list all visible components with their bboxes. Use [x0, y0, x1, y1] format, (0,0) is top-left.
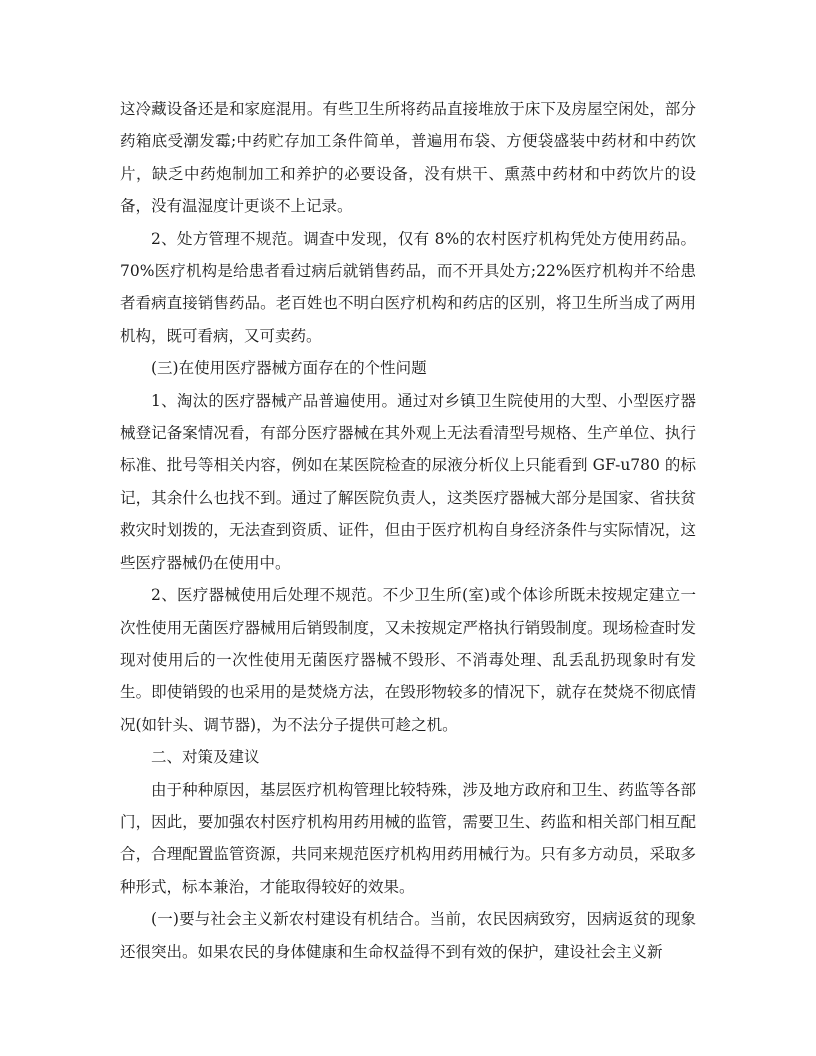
section-heading-countermeasures: 二、对策及建议	[151, 748, 260, 767]
document-body	[120, 93, 696, 968]
section-heading-medical-devices: (三)在使用医疗器械方面存在的个性问题	[151, 359, 427, 378]
paragraph-device-disposal: 2、医疗器械使用后处理不规范。不少卫生所(室)或个体诊所既未按规定建立一次性使用无菌医疗器械用后销毁制度，又未按规定严格执行销毁制度。现场检查时发现对使用后的一次性使用无菌医疗器械不毁形、不消毒处理、乱丢乱扔现象时有发生。即使销毁的也采用的是焚烧方法，在毁形物较多的情况下，就存在焚烧不彻底情况(如针头、调节器)，为不法分子提供可趁之机。	[120, 586, 696, 734]
paragraph-storage-continuation: 这冷藏设备还是和家庭混用。有些卫生所将药品直接堆放于床下及房屋空闲处，部分药箱底受潮发霉;中药贮存加工条件简单，普遍用布袋、方便袋盛装中药材和中药饮片，缺乏中药炮制加工和养护的必要设备，没有烘干、熏蒸中药材和中药饮片的设备，没有温湿度计更谈不上记录。	[120, 100, 696, 216]
paragraph-countermeasures-intro: 由于种种原因，基层医疗机构管理比较特殊，涉及地方政府和卫生、药监等各部门，因此，要加强农村医疗机构用药用械的监管，需要卫生、药监和相关部门相互配合，合理配置监管资源，共同来规范医疗机构用药用械行为。只有多方动员，采取多种形式，标本兼治，才能取得较好的效果。	[120, 780, 696, 896]
paragraph-prescription-management: 2、处方管理不规范。调查中发现，仅有 8%的农村医疗机构凭处方使用药品。70%医疗机构是给患者看过病后就销售药品，而不开具处方;22%医疗机构并不给患者看病直接销售药品。老百姓也不明白医疗机构和药店的区别，将卫生所当成了两用机构，既可看病，又可卖药。	[120, 229, 696, 345]
paragraph-obsolete-devices: 1、淘汰的医疗器械产品普遍使用。通过对乡镇卫生院使用的大型、小型医疗器械登记备案情况看，有部分医疗器械在其外观上无法看清型号规格、生产单位、执行标准、批号等相关内容，例如在某医院检查的尿液分析仪上只能看到 GF-u780 的标记，其余什么也找不到。通过了解医院负责人，这类医疗器械大部分是国家、省扶贫救灾时划拨的，无法查到资质、证件，但由于医疗机构自身经济条件与实际情况，这些医疗器械仍在使用中。	[120, 391, 696, 572]
paragraph-new-countryside: (一)要与社会主义新农村建设有机结合。当前，农民因病致穷，因病返贫的现象还很突出。如果农民的身体健康和生命权益得不到有效的保护，建设社会主义新	[120, 910, 696, 961]
